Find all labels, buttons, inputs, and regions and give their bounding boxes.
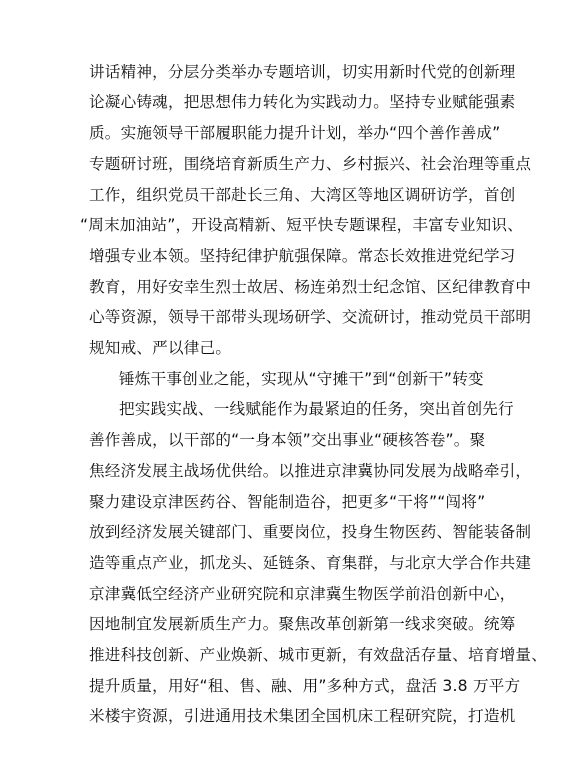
text-line: 增强专业本领。坚持纪律护航强保障。常态长效推进党纪学习 <box>89 247 516 265</box>
text-line: 规知戒、严以律己。 <box>89 339 232 357</box>
section-heading: 锤炼干事创业之能，实现从“守摊干”到“创新干”转变 <box>119 370 484 388</box>
text-line: 京津冀低空经济产业研究院和京津冀生物医学前沿创新中心， <box>89 585 516 603</box>
text-line: 专题研讨班，围绕培育新质生产力、乡村振兴、社会治理等重点 <box>89 155 532 173</box>
text-line: 焦经济发展主战场优供给。以推进京津冀协同发展为战略牵引， <box>89 462 532 480</box>
text-line: “周末加油站”，开设高精新、短平快专题课程，丰富专业知识、 <box>80 216 523 234</box>
text-line: 质。实施领导干部履职能力提升计划，举办“四个善作善成” <box>89 124 501 142</box>
text-line: 提升质量，用好“租、售、融、用”多种方式，盘活 3.8 万平方 <box>89 677 521 695</box>
text-line: 放到经济发展关键部门、重要岗位，投身生物医药、智能装备制 <box>89 523 532 541</box>
text-line: 善作善成，以干部的“一身本领”交出事业“硬核答卷”。聚 <box>89 431 486 449</box>
text-line: 论凝心铸魂，把思想伟力转化为实践动力。坚持专业赋能强素 <box>89 93 516 111</box>
text-line: 心等资源，领导干部带头现场研学、交流研讨，推动党员干部明 <box>89 308 532 326</box>
text-line: 因地制宜发展新质生产力。聚焦改革创新第一线求突破。统筹 <box>89 615 516 633</box>
text-line: 聚力建设京津医药谷、智能制造谷，把更多“干将”“闯将” <box>89 493 486 511</box>
text-line: 讲话精神，分层分类举办专题培训，切实用新时代党的创新理 <box>89 63 516 81</box>
text-line: 工作，组织党员干部赴长三角、大湾区等地区调研访学，首创 <box>89 186 516 204</box>
text-line: 推进科技创新、产业焕新、城市更新，有效盘活存量、培育增量、 <box>89 646 548 664</box>
text-line: 教育，用好安幸生烈士故居、杨连弟烈士纪念馆、区纪律教育中 <box>89 278 532 296</box>
text-line: 米楼宇资源，引进通用技术集团全国机床工程研究院，打造机 <box>89 707 516 725</box>
text-line: 把实践实战、一线赋能作为最紧迫的任务，突出首创先行 <box>119 400 514 418</box>
text-line: 造等重点产业，抓龙头、延链条、育集群，与北京大学合作共建 <box>89 554 532 572</box>
